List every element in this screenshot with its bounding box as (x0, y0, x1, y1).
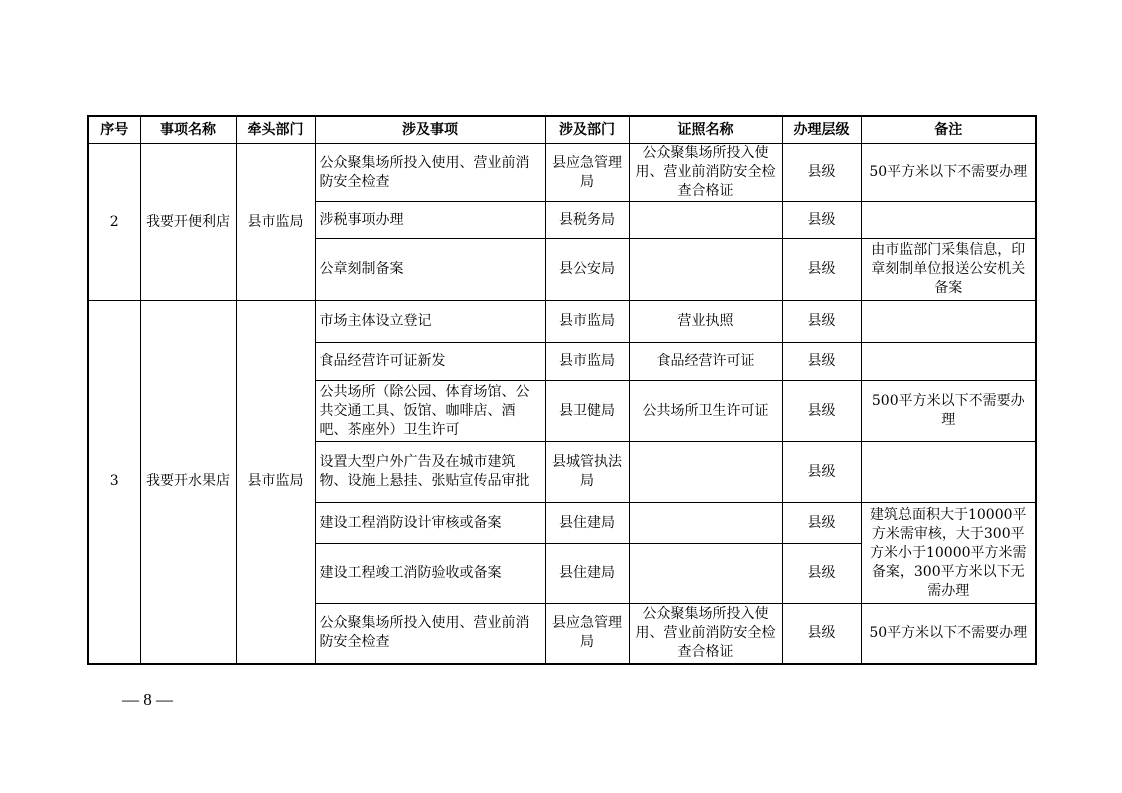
cell-license: 公众聚集场所投入使用、营业前消防安全检查合格证 (629, 604, 782, 664)
header-handling-level: 办理层级 (782, 116, 861, 144)
cell-license (629, 442, 782, 503)
cell-license: 公共场所卫生许可证 (629, 381, 782, 442)
group-item-name: 我要开便利店 (140, 144, 236, 301)
page-number: — 8 — (122, 690, 173, 709)
group-number: 2 (88, 144, 140, 301)
header-number: 序号 (88, 116, 140, 144)
cell-matter: 公章刻制备案 (315, 239, 545, 301)
cell-level: 县级 (782, 239, 861, 301)
cell-matter: 建设工程竣工消防验收或备案 (315, 544, 545, 604)
cell-level: 县级 (782, 604, 861, 664)
cell-level: 县级 (782, 503, 861, 544)
table-row (88, 144, 1036, 202)
cell-note (861, 202, 1036, 239)
cell-note (861, 301, 1036, 343)
cell-department: 县应急管理局 (545, 604, 629, 664)
header-lead-department: 牵头部门 (236, 116, 315, 144)
group-number: 3 (88, 301, 140, 664)
cell-note (861, 343, 1036, 381)
group-lead-department: 县市监局 (236, 301, 315, 664)
cell-matter: 设置大型户外广告及在城市建筑物、设施上悬挂、张贴宣传品审批 (315, 442, 545, 503)
cell-department: 县税务局 (545, 202, 629, 239)
cell-license (629, 239, 782, 301)
header-license-name: 证照名称 (629, 116, 782, 144)
service-items-table (87, 115, 1037, 665)
cell-license: 营业执照 (629, 301, 782, 343)
cell-department: 县住建局 (545, 544, 629, 604)
cell-license (629, 503, 782, 544)
header-related-department: 涉及部门 (545, 116, 629, 144)
group-lead-department: 县市监局 (236, 144, 315, 301)
cell-license: 食品经营许可证 (629, 343, 782, 381)
cell-department: 县公安局 (545, 239, 629, 301)
cell-department: 县城管执法局 (545, 442, 629, 503)
cell-license (629, 544, 782, 604)
cell-level: 县级 (782, 381, 861, 442)
cell-level: 县级 (782, 343, 861, 381)
header-row (88, 116, 1036, 144)
cell-level: 县级 (782, 442, 861, 503)
header-remarks: 备注 (861, 116, 1036, 144)
cell-department: 县市监局 (545, 301, 629, 343)
cell-note: 建筑总面积大于10000平方米需审核，大于300平方米小于10000平方米需备案，300平方米以下无需办理 (861, 503, 1036, 604)
table-row (88, 301, 1036, 343)
cell-department: 县住建局 (545, 503, 629, 544)
header-related-matter: 涉及事项 (315, 116, 545, 144)
cell-note: 由市监部门采集信息，印章刻制单位报送公安机关备案 (861, 239, 1036, 301)
cell-note: 500平方米以下不需要办理 (861, 381, 1036, 442)
cell-level: 县级 (782, 301, 861, 343)
cell-department: 县卫健局 (545, 381, 629, 442)
cell-level: 县级 (782, 144, 861, 202)
cell-department: 县应急管理局 (545, 144, 629, 202)
cell-note (861, 442, 1036, 503)
cell-matter: 食品经营许可证新发 (315, 343, 545, 381)
cell-license (629, 202, 782, 239)
cell-matter: 公众聚集场所投入使用、营业前消防安全检查 (315, 604, 545, 664)
cell-level: 县级 (782, 202, 861, 239)
cell-matter: 建设工程消防设计审核或备案 (315, 503, 545, 544)
cell-license: 公众聚集场所投入使用、营业前消防安全检查合格证 (629, 144, 782, 202)
cell-matter: 涉税事项办理 (315, 202, 545, 239)
header-item-name: 事项名称 (140, 116, 236, 144)
cell-matter: 市场主体设立登记 (315, 301, 545, 343)
cell-note: 50平方米以下不需要办理 (861, 604, 1036, 664)
cell-matter: 公共场所（除公园、体育场馆、公共交通工具、饭馆、咖啡店、酒吧、茶座外）卫生许可 (315, 381, 545, 442)
cell-department: 县市监局 (545, 343, 629, 381)
group-item-name: 我要开水果店 (140, 301, 236, 664)
cell-matter: 公众聚集场所投入使用、营业前消防安全检查 (315, 144, 545, 202)
cell-level: 县级 (782, 544, 861, 604)
cell-note: 50平方米以下不需要办理 (861, 144, 1036, 202)
